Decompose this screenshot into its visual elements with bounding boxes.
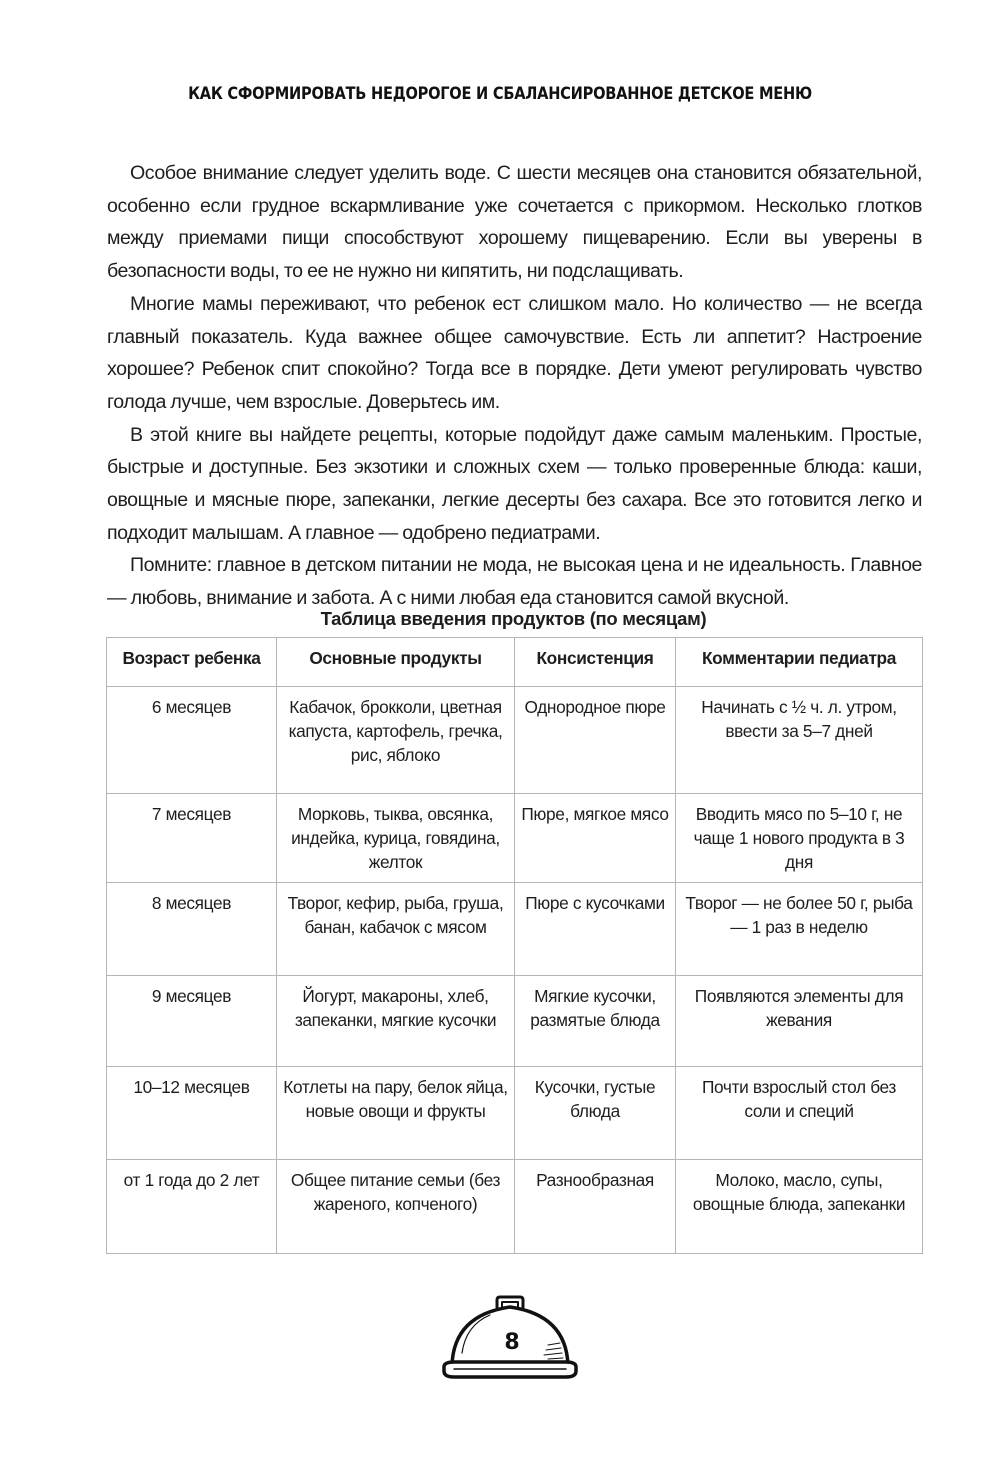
product-introduction-table — [106, 637, 923, 1254]
paragraph: В этой книге вы найдете рецепты, которые подойдут даже самым маленьким. Простые, быстрые и доступные. Без экзотики и сложных схем — только проверенные блюда: каши, овощные и мясные пюре, запеканки, легкие десерты без сахара. Все это готовится легко и подходит малышам. А главное — одобрено педиатрами. — [107, 423, 922, 544]
cell-products: Творог, кефир, рыба, груша, банан, кабачок с мясом — [277, 883, 515, 976]
table-row — [107, 687, 923, 794]
page-number: 8 — [504, 1330, 520, 1355]
cell-consistency: Мягкие кусочки, размятые блюда — [515, 976, 676, 1067]
cell-consistency: Пюре с кусочками — [515, 883, 676, 976]
cell-products: Йогурт, макароны, хлеб, запеканки, мягкие кусочки — [277, 976, 515, 1067]
cell-products: Котлеты на пару, белок яйца, новые овощи и фрукты — [277, 1067, 515, 1160]
cell-comments: Вводить мясо по 5–10 г, не чаще 1 нового продукта в 3 дня — [676, 794, 923, 883]
header-products: Основные продукты — [277, 638, 515, 687]
cell-age: от 1 года до 2 лет — [107, 1160, 277, 1254]
cell-age: 9 месяцев — [107, 976, 277, 1067]
cell-products: Кабачок, брокколи, цветная капуста, картофель, гречка, рис, яблоко — [277, 687, 515, 794]
cell-products: Морковь, тыква, овсянка, индейка, курица, говядина, желток — [277, 794, 515, 883]
cell-consistency: Кусочки, густые блюда — [515, 1067, 676, 1160]
table-row — [107, 883, 923, 976]
cell-age: 10–12 месяцев — [107, 1067, 277, 1160]
paragraph: Помните: главное в детском питании не мода, не высокая цена и не идеальность. Главное — любовь, внимание и забота. А с ними любая еда становится самой вкусной. — [107, 554, 922, 610]
cell-comments: Творог — не более 50 г, рыба — 1 раз в неделю — [676, 883, 923, 976]
paragraph: Особое внимание следует уделить воде. С шести месяцев она становится обязательной, особенно если грудное вскармливание уже сочетается с прикормом. Несколько глотков между приемами пищи способствуют хорошему пищеварению. Если вы уверены в безопасности воды, то ее не нужно ни кипятить, ни подслащивать. — [107, 162, 922, 283]
header-comments: Комментарии педиатра — [676, 638, 923, 687]
cell-comments: Появляются элементы для жевания — [676, 976, 923, 1067]
body-text — [107, 157, 922, 615]
cell-consistency: Разнообразная — [515, 1160, 676, 1254]
cell-age: 6 месяцев — [107, 687, 277, 794]
table-title: Таблица введения продуктов (по месяцам) — [320, 608, 707, 629]
table-row — [107, 976, 923, 1067]
header-age: Возраст ребенка — [107, 638, 277, 687]
cell-consistency: Пюре, мягкое мясо — [515, 794, 676, 883]
cell-comments: Почти взрослый стол без соли и специй — [676, 1067, 923, 1160]
cell-comments: Начинать с ½ ч. л. утром, ввести за 5–7 дней — [676, 687, 923, 794]
paragraph: Многие мамы переживают, что ребенок ест слишком мало. Но количество — не всегда главный показатель. Куда важнее общее самочувствие. Есть ли аппетит? Настроение хорошее? Ребенок спит спокойно? Тогда все в порядке. Дети умеют регулировать чувство голода лучше, чем взрослые. Доверьтесь им. — [107, 292, 922, 413]
cell-consistency: Однородное пюре — [515, 687, 676, 794]
cell-age: 7 месяцев — [107, 794, 277, 883]
running-head: КАК СФОРМИРОВАТЬ НЕДОРОГОЕ И СБАЛАНСИРОВАННОЕ ДЕТСКОЕ МЕНЮ — [188, 84, 812, 104]
table-row — [107, 1160, 923, 1254]
table-row — [107, 794, 923, 883]
table-header-row — [107, 638, 923, 687]
cell-age: 8 месяцев — [107, 883, 277, 976]
cell-products: Общее питание семьи (без жареного, копченого) — [277, 1160, 515, 1254]
cell-comments: Молоко, масло, супы, овощные блюда, запеканки — [676, 1160, 923, 1254]
table-row — [107, 1067, 923, 1160]
header-consistency: Консистенция — [515, 638, 676, 687]
